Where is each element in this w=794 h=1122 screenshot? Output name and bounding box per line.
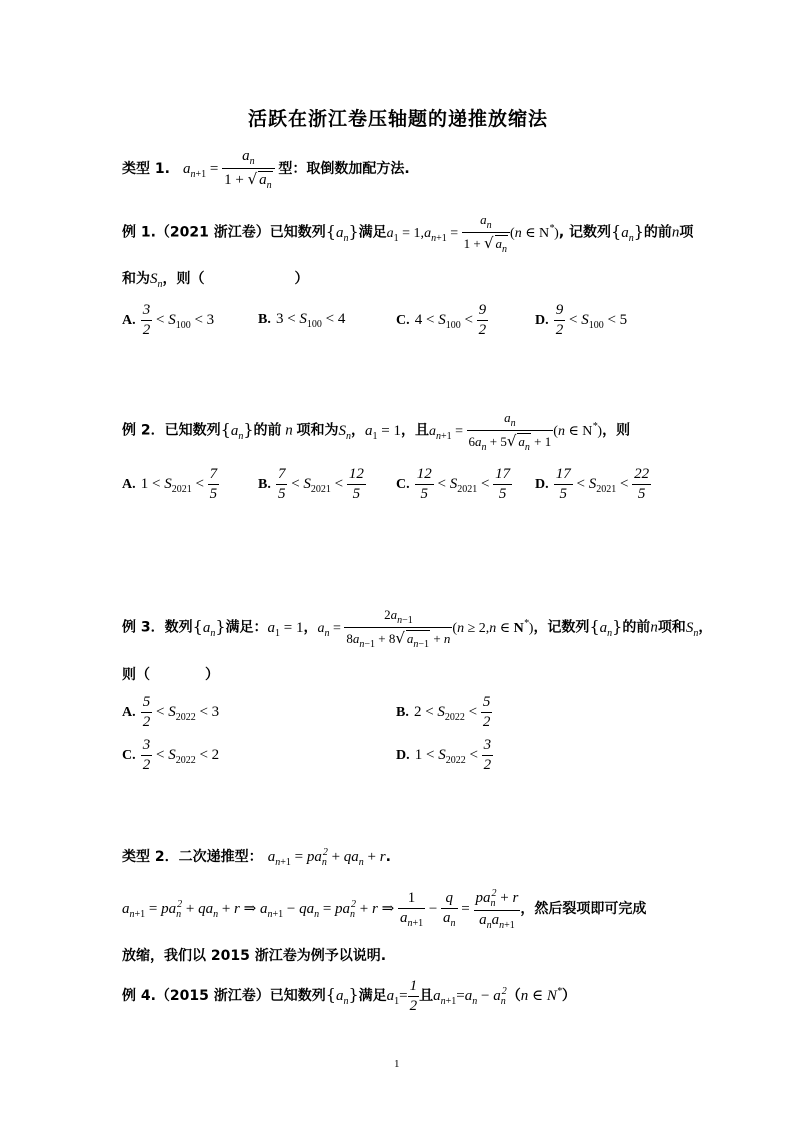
example-3-line1: 例 3．数列$\{a_n\}$满足：$a_1 = 1$，$a_n$ = $\frac{2a_{n-1}}{8a_{n-1} + 8√ a_{n-1} + n}$ (n ≥ 2,n ∈ N*)，记数列$\{a_n\}$的前n项和$S_n$， (122, 607, 713, 650)
ex1-line2b: ，则（ (162, 271, 205, 287)
type2-heading: 类型 2．二次递推型： $a_{n+1} = pa_n^2 + qa_n + r$. (122, 847, 391, 868)
ex1-n: n (671, 224, 680, 241)
ex4-label: 例 4.（2015 浙江卷）已知数列 (122, 987, 326, 1004)
type2-derivation: $a_{n+1} = pa_n^2 + qa_n + r$ ⇒ $a_{n+1} - qa_n = pa_n^2 + r$ ⇒ $\frac{1}{a_{n+1}}$ − $\frac{q}{a_n}$ = $\frac{pa_n^2 + r}{a_na_{n+1}}$ ，然后裂项即可完成 (122, 888, 647, 931)
example-1-line1: 例 1.（2021 浙江卷）已知数列$\{a_n\}$满足$a_1 = 1,a_{n+1}$ = $\frac{a_n}{1 + √ a_n}$ (n ∈ N*), 记数列$\{a_n\}$的前n项 (122, 212, 694, 255)
ex3-option-b[interactable]: B. $2 < S_{2022}$ < $\frac{5}{2}$ (396, 694, 491, 730)
page-number: 1 (394, 1058, 400, 1070)
type2-line3: 放缩，我们以 2015 浙江卷为例予以说明. (122, 948, 387, 964)
ex2-option-b[interactable]: B. $\frac{7}{5}$ < $S_{2021}$ < $\frac{12}{5}$ (258, 466, 364, 502)
type1-suffix: 型：取倒数加配方法. (278, 160, 410, 177)
ex3-option-c[interactable]: C. $\frac{3}{2}$ < $S_{2022} < 2$ (122, 737, 220, 773)
example-4-line1: 例 4.（2015 浙江卷）已知数列$\{a_n\}$满足$a_1=$ $\frac{1}{2}$ 且$a_{n+1}=a_n - a_n^2(n$ ∈ N*） (122, 978, 576, 1014)
ex1-option-c[interactable]: C. $4 < S_{100}$ < $\frac{9}{2}$ (396, 302, 487, 338)
ex1-option-d[interactable]: D. $\frac{9}{2}$ < $S_{100} < 5$ (535, 302, 628, 338)
type1-heading (122, 148, 410, 191)
ex1-tail: , 记数列 (558, 224, 612, 241)
ex1-option-a[interactable]: A. $\frac{3}{2}$ < $S_{100} < 3$ (122, 302, 215, 338)
type1-formula: $a_{n+1}$ = $\frac{a_n}{1 + √ a_n}$ (183, 161, 278, 177)
ex1-tail3: 项 (679, 224, 694, 241)
ex1-paren-close: ） (294, 271, 309, 287)
example-1-line2: 和为$S_n$，则（ ） (122, 271, 309, 290)
example-3-line2: 则（ ） (122, 667, 219, 683)
ex3-option-d[interactable]: D. $1 < S_{2022}$ < $\frac{3}{2}$ (396, 737, 492, 773)
ex2-option-d[interactable]: D. $\frac{17}{5}$ < $S_{2021}$ < $\frac{22}{5}$ (535, 466, 650, 502)
page-title: 活跃在浙江卷压轴题的递推放缩法 (248, 108, 549, 130)
type1-label: 类型 1. (122, 160, 170, 177)
ex2-label: 例 2．已知数列 (122, 422, 221, 439)
ex1-line2: 和为 (122, 271, 150, 287)
ex2-option-a[interactable]: A. $1 < S_{2021}$ < $\frac{7}{5}$ (122, 466, 218, 502)
type2-label: 类型 2．二次递推型： (122, 849, 263, 865)
ex1-tail2: 的前 (643, 224, 672, 241)
ex3-label: 例 3．数列 (122, 619, 193, 636)
ex2-option-c[interactable]: C. $\frac{12}{5}$ < $S_{2021}$ < $\frac{17}{5}$ (396, 466, 511, 502)
ex1-label: 例 1.（2021 浙江卷）已知数列 (122, 224, 326, 241)
ex1-mid: 满足 (358, 224, 387, 241)
example-2-line1: 例 2．已知数列$\{a_n\}$的前 n 项和为$S_n$，$a_1 = 1$，且$a_{n+1}$ = $\frac{a_n}{6a_n + 5√ a_n + 1}$ (n ∈ N*)，则 (122, 410, 631, 453)
ex1-option-b[interactable]: B. $3 < S_{100} < 4$ (258, 311, 346, 330)
ex3-option-a[interactable]: A. $\frac{5}{2}$ < $S_{2022} < 3$ (122, 694, 220, 730)
